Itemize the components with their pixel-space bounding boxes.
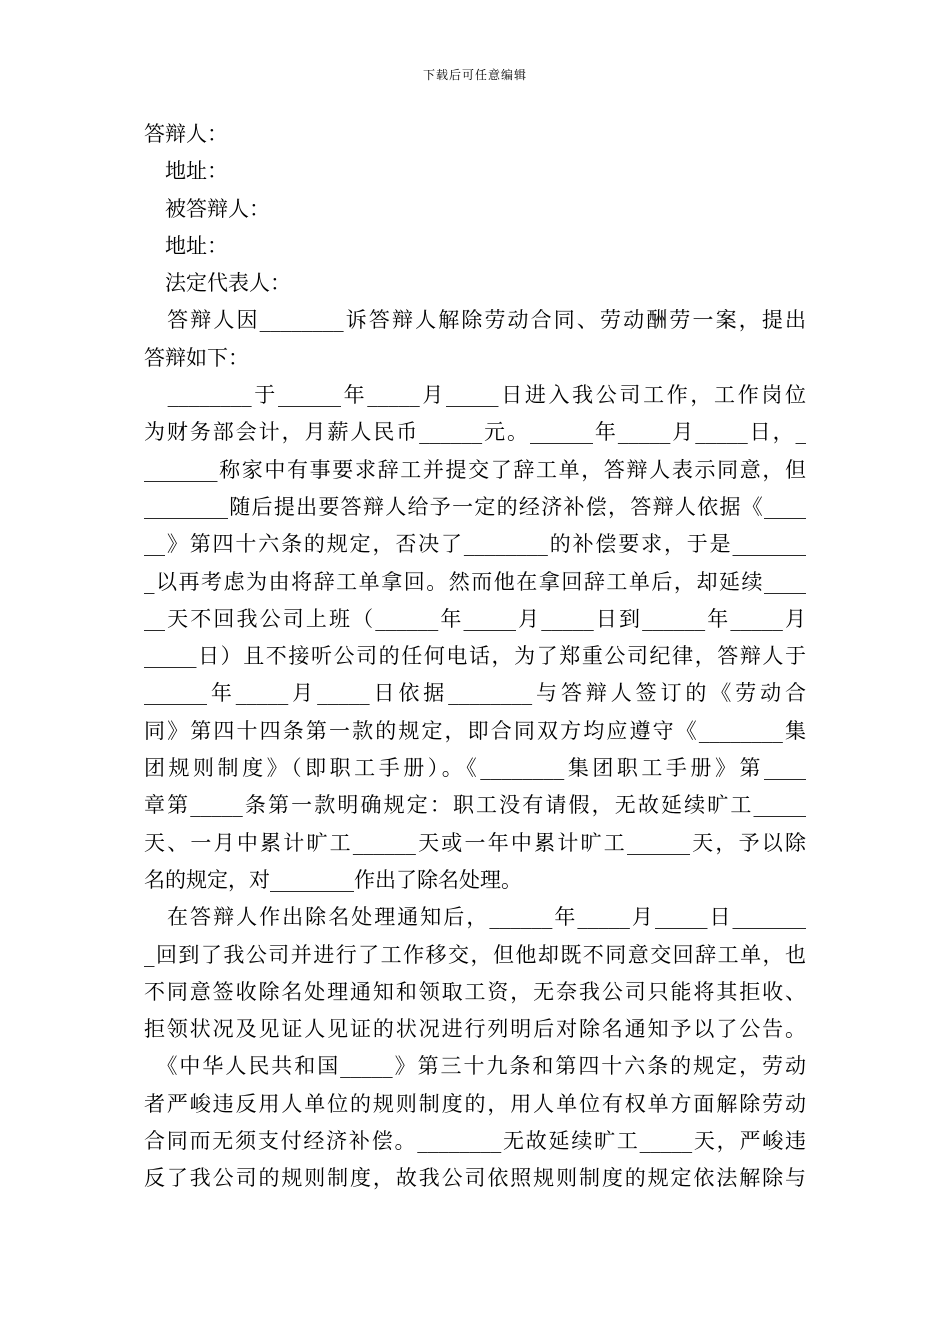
- document-body: [144, 116, 806, 1198]
- text-line: 答辩人因________诉答辩人解除劳动合同、劳动酬劳一案，提出: [144, 308, 806, 333]
- text-line: _____日）且不接听公司的任何电话，为了郑重公司纪律，答辩人于: [144, 644, 806, 669]
- text-line: 答辩如下：: [144, 345, 249, 370]
- text-line: 章第_____条第一款明确规定：职工没有请假，无故延续旷工_____: [144, 793, 806, 818]
- text-line: __》第四十六条的规定，否决了________的补偿要求，于是_______: [144, 532, 806, 557]
- text-line: 不同意签收除名处理通知和领取工资，无奈我公司只能将其拒收、: [144, 979, 806, 1004]
- text-line: ________于______年_____月_____日进入我公司工作，工作岗位: [144, 383, 806, 408]
- text-line: _______称家中有事要求辞工并提交了辞工单，答辩人表示同意，但: [144, 457, 806, 482]
- page-header: 下载后可任意编辑: [422, 68, 527, 82]
- text-line: _以再考虑为由将辞工单拿回。然而他在拿回辞工单后，却延续____: [144, 569, 806, 594]
- text-line: ______年_____月_____日依据________与答辩人签订的《劳动合: [144, 681, 806, 706]
- text-line: 《中华人民共和国_____》第三十九条和第四十六条的规定，劳动: [144, 1054, 806, 1079]
- text-line: 合同而无须支付经济补偿。________无故延续旷工_____天，严峻违: [144, 1129, 806, 1154]
- text-line: __天不回我公司上班（______年_____月_____日到______年_____月: [144, 606, 806, 631]
- text-line: 法定代表人：: [144, 271, 291, 296]
- text-line: ________随后提出要答辩人给予一定的经济补偿，答辩人依据《____: [144, 494, 806, 519]
- text-line: 地址：: [144, 159, 228, 184]
- text-line: 答辩人：: [144, 122, 228, 146]
- text-line: 反了我公司的规则制度，故我公司依照规则制度的规定依法解除与: [144, 1166, 806, 1191]
- text-line: 名的规定，对________作出了除名处理。: [144, 867, 522, 892]
- text-line: 团规则制度》（即职工手册）。《________集团职工手册》第____: [144, 756, 806, 781]
- text-line: 同》第四十四条第一款的规定，即合同双方均应遵守《________集: [144, 718, 806, 743]
- text-line: 被答辩人：: [144, 196, 270, 221]
- text-line: 在答辩人作出除名处理通知后，______年_____月_____日_______: [144, 905, 806, 930]
- text-line: 者严峻违反用人单位的规则制度的，用人单位有权单方面解除劳动: [144, 1091, 806, 1116]
- text-line: 拒领状况及见证人见证的状况进行列明后对除名通知予以了公告。: [144, 1017, 806, 1042]
- text-line: 地址：: [144, 233, 228, 258]
- text-line: _回到了我公司并进行了工作移交，但他却既不同意交回辞工单，也: [144, 942, 806, 967]
- text-line: 为财务部会计，月薪人民币______元。______年_____月_____日，_: [144, 420, 806, 445]
- text-line: 天、一月中累计旷工______天或一年中累计旷工______天，予以除: [144, 830, 806, 855]
